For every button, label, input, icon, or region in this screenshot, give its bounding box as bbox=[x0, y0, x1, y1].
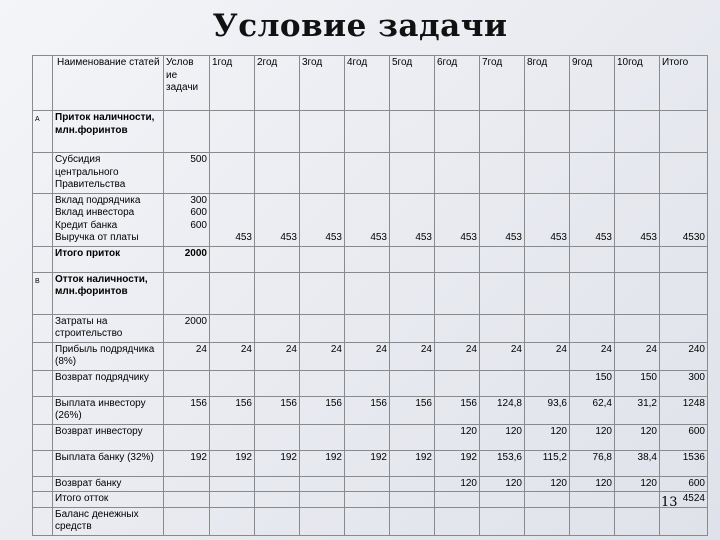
table-row bbox=[33, 153, 708, 194]
profit-year-2: 24 bbox=[255, 342, 300, 370]
table-row bbox=[33, 450, 708, 476]
table-row bbox=[33, 507, 708, 535]
return-contractor-year-9: 150 bbox=[570, 370, 615, 396]
total-inflow-condition: 2000 bbox=[164, 246, 210, 272]
inflow-heading-row bbox=[33, 111, 708, 153]
contributions-condition bbox=[164, 193, 210, 246]
bank-return-label: Возврат банку bbox=[53, 476, 164, 492]
bank-return-total: 600 bbox=[660, 476, 708, 492]
header-year-7: 7год bbox=[480, 56, 525, 111]
total-outflow-value: 4524 bbox=[660, 492, 708, 508]
investor-payment-label: Выплата инвестору (26%) bbox=[53, 396, 164, 424]
investor-payment-year-10: 31,2 bbox=[615, 396, 660, 424]
header-year-9: 9год bbox=[570, 56, 615, 111]
profit-year-4: 24 bbox=[345, 342, 390, 370]
outflow-heading-row bbox=[33, 272, 708, 314]
header-year-6: 6год bbox=[435, 56, 480, 111]
construction-label: Затраты на строительство bbox=[53, 314, 164, 342]
outflow-heading: Отток наличности, млн.форинтов bbox=[53, 272, 164, 314]
header-year-4: 4год bbox=[345, 56, 390, 111]
profit-condition: 24 bbox=[164, 342, 210, 370]
total-inflow-label: Итого приток bbox=[53, 246, 164, 272]
investor-return-year-9: 120 bbox=[570, 424, 615, 450]
construction-condition: 2000 bbox=[164, 314, 210, 342]
bank-payment-year-1: 192 bbox=[210, 450, 255, 476]
fee-revenue-label: Выручка от платы bbox=[55, 232, 139, 243]
contributions-labels bbox=[53, 193, 164, 246]
bank-return-year-10: 120 bbox=[615, 476, 660, 492]
investor-return-year-7: 120 bbox=[480, 424, 525, 450]
investor-payment-year-8: 93,6 bbox=[525, 396, 570, 424]
contractor-profit-label: Прибыль подрядчика (8%) bbox=[53, 342, 164, 370]
investor-contribution-label: Вклад инвестора bbox=[55, 207, 135, 218]
header-year-1: 1год bbox=[210, 56, 255, 111]
bank-return-year-9: 120 bbox=[570, 476, 615, 492]
subsidy-label: Субсидия центрального Правительства bbox=[53, 153, 164, 194]
profit-year-9: 24 bbox=[570, 342, 615, 370]
revenue-year-8: 453 bbox=[525, 193, 570, 246]
profit-year-5: 24 bbox=[390, 342, 435, 370]
subsidy-condition: 500 bbox=[164, 153, 210, 194]
investor-return-year-8: 120 bbox=[525, 424, 570, 450]
bank-payment-condition: 192 bbox=[164, 450, 210, 476]
investor-payment-year-3: 156 bbox=[300, 396, 345, 424]
bank-payment-total: 1536 bbox=[660, 450, 708, 476]
section-b-marker: B bbox=[33, 272, 53, 314]
page-number: 13 bbox=[661, 495, 678, 510]
bank-return-year-6: 120 bbox=[435, 476, 480, 492]
profit-year-6: 24 bbox=[435, 342, 480, 370]
table-row bbox=[33, 476, 708, 492]
bank-payment-year-10: 38,4 bbox=[615, 450, 660, 476]
bank-payment-year-8: 115,2 bbox=[525, 450, 570, 476]
bank-payment-year-6: 192 bbox=[435, 450, 480, 476]
profit-year-3: 24 bbox=[300, 342, 345, 370]
table-row bbox=[33, 193, 708, 246]
header-item-name: Наименование статей bbox=[53, 56, 164, 111]
bank-payment-label: Выплата банку (32%) bbox=[53, 450, 164, 476]
contractor-contribution-label: Вклад подрядчика bbox=[55, 194, 141, 206]
bank-payment-year-2: 192 bbox=[255, 450, 300, 476]
header-total: Итого bbox=[660, 56, 708, 111]
investor-return-year-10: 120 bbox=[615, 424, 660, 450]
revenue-year-5: 453 bbox=[390, 193, 435, 246]
investor-payment-year-7: 124,8 bbox=[480, 396, 525, 424]
contractor-contribution-value: 300 bbox=[190, 194, 207, 206]
revenue-year-9: 453 bbox=[570, 193, 615, 246]
bank-payment-year-5: 192 bbox=[390, 450, 435, 476]
bank-credit-label: Кредит банка bbox=[55, 219, 118, 231]
investor-contribution-value: 600 bbox=[190, 207, 207, 218]
revenue-total: 4530 bbox=[660, 193, 708, 246]
table-row bbox=[33, 246, 708, 272]
table-row bbox=[33, 342, 708, 370]
investor-payment-year-5: 156 bbox=[390, 396, 435, 424]
revenue-year-6: 453 bbox=[435, 193, 480, 246]
investor-return-year-6: 120 bbox=[435, 424, 480, 450]
investor-payment-total: 1248 bbox=[660, 396, 708, 424]
revenue-year-3: 453 bbox=[300, 193, 345, 246]
revenue-year-2: 453 bbox=[255, 193, 300, 246]
bank-payment-year-9: 76,8 bbox=[570, 450, 615, 476]
table-row bbox=[33, 370, 708, 396]
header-year-5: 5год bbox=[390, 56, 435, 111]
investor-payment-year-9: 62,4 bbox=[570, 396, 615, 424]
cash-flow-table bbox=[32, 55, 708, 536]
header-year-3: 3год bbox=[300, 56, 345, 111]
bank-return-year-7: 120 bbox=[480, 476, 525, 492]
bank-payment-year-4: 192 bbox=[345, 450, 390, 476]
bank-return-year-8: 120 bbox=[525, 476, 570, 492]
table-row bbox=[33, 396, 708, 424]
header-condition: Услов ие задачи bbox=[164, 56, 210, 111]
investor-payment-year-2: 156 bbox=[255, 396, 300, 424]
profit-year-1: 24 bbox=[210, 342, 255, 370]
header-row bbox=[33, 56, 708, 111]
revenue-year-1: 453 bbox=[210, 193, 255, 246]
page-title: Условие задачи bbox=[212, 8, 508, 44]
revenue-year-4: 453 bbox=[345, 193, 390, 246]
investor-payment-year-1: 156 bbox=[210, 396, 255, 424]
profit-year-10: 24 bbox=[615, 342, 660, 370]
investor-return-total: 600 bbox=[660, 424, 708, 450]
header-year-10: 10год bbox=[615, 56, 660, 111]
table-row bbox=[33, 424, 708, 450]
investor-payment-condition: 156 bbox=[164, 396, 210, 424]
revenue-year-7: 453 bbox=[480, 193, 525, 246]
section-a-marker: A bbox=[33, 111, 53, 153]
header-year-2: 2год bbox=[255, 56, 300, 111]
investor-payment-year-4: 156 bbox=[345, 396, 390, 424]
profit-total: 240 bbox=[660, 342, 708, 370]
bank-payment-year-7: 153,6 bbox=[480, 450, 525, 476]
profit-year-7: 24 bbox=[480, 342, 525, 370]
table-row bbox=[33, 492, 708, 508]
inflow-heading: Приток наличности, млн.форинтов bbox=[53, 111, 164, 153]
header-year-8: 8год bbox=[525, 56, 570, 111]
table-row bbox=[33, 314, 708, 342]
return-contractor-label: Возврат подрядчику bbox=[53, 370, 164, 396]
return-contractor-total: 300 bbox=[660, 370, 708, 396]
revenue-year-10: 453 bbox=[615, 193, 660, 246]
return-contractor-year-10: 150 bbox=[615, 370, 660, 396]
bank-payment-year-3: 192 bbox=[300, 450, 345, 476]
balance-label: Баланс денежных средств bbox=[53, 507, 164, 535]
total-outflow-label: Итого отток bbox=[53, 492, 164, 508]
investor-payment-year-6: 156 bbox=[435, 396, 480, 424]
profit-year-8: 24 bbox=[525, 342, 570, 370]
bank-credit-value: 600 bbox=[190, 219, 207, 231]
investor-return-label: Возврат инвестору bbox=[53, 424, 164, 450]
